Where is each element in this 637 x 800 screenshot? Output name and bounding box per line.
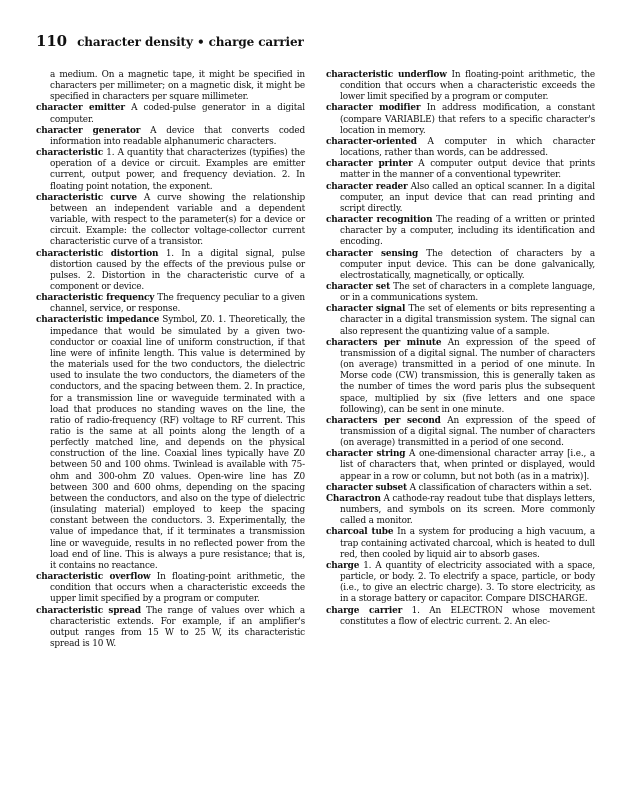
dictionary-entry bbox=[36, 103, 305, 125]
entry-term: Charactron bbox=[326, 493, 381, 504]
entry-term: characteristic overflow bbox=[36, 572, 151, 583]
entry-term: characteristic bbox=[36, 148, 104, 159]
entry-term: characters per second bbox=[326, 415, 441, 426]
header-title: character density • charge carrier bbox=[77, 35, 304, 49]
entry-definition: An expression of the speed of transmission of a digital signal. The number of characters (on average) transmitted in a period of one minute. In Morse code (CW) transmission, this is generally taken as the number of times the word paris plus the subsequent space, multiplied by six (five letters and one space following), can be sent in one minute. bbox=[340, 337, 596, 415]
entry-term: charge bbox=[326, 560, 360, 571]
entry-term: character generator bbox=[36, 125, 141, 136]
entry-definition: 1. In a digital signal, pulse distortion caused by the effects of the previous pulse or pulses. 2. Distortion in the characteristic curve of a component or device. bbox=[50, 248, 305, 292]
entry-definition: a medium. On a magnetic tape, it might be specified in characters per millimeter; on a magnetic disk, it might be specified in characters per square millimeter. bbox=[50, 70, 305, 103]
page-number: 110 bbox=[36, 32, 68, 50]
dictionary-entry bbox=[326, 182, 595, 215]
entry-term: character emitter bbox=[36, 103, 125, 114]
entry-term: characteristic impedance bbox=[36, 315, 160, 326]
dictionary-entry bbox=[36, 315, 305, 572]
entry-definition: A one-dimensional character array [i.e., a list of characters that, when printed or displayed, would appear in a row or column, but not both (as in a matrix)]. bbox=[340, 449, 595, 482]
entry-term: character signal bbox=[326, 304, 406, 315]
entry-definition: In floating-point arithmetic, the condition that occurs when a characteristic exceeds the upper limit specified by a program or computer. bbox=[50, 572, 306, 605]
dictionary-entry bbox=[36, 606, 305, 651]
dictionary-entry bbox=[326, 416, 595, 449]
entry-definition: A coded-pulse generator in a digital computer. bbox=[50, 103, 305, 125]
entry-definition: In address modification, a constant (compare VARIABLE) that refers to a specific character's location in memory. bbox=[340, 103, 596, 136]
dictionary-entry bbox=[326, 483, 595, 494]
entry-definition: A device that converts coded information into readable alphanumeric characters. bbox=[50, 125, 306, 147]
left-column bbox=[36, 70, 305, 650]
entry-term: characteristic spread bbox=[36, 605, 141, 616]
dictionary-entry bbox=[36, 193, 305, 249]
entry-term: character set bbox=[326, 281, 391, 292]
entry-definition: In a system for producing a high vacuum, a trap containing activated charcoal, which is heated to dull red, then cooled by liquid air to absorb gases. bbox=[340, 527, 596, 560]
entry-definition: The range of values over which a characteristic extends. For example, if an amplifier's output ranges from 15 W to 25 W, its characteristic spread is 10 W. bbox=[50, 605, 305, 649]
dictionary-entry bbox=[36, 572, 305, 605]
entry-term: charcoal tube bbox=[326, 527, 394, 538]
dictionary-entry bbox=[326, 249, 595, 282]
dictionary-entry bbox=[326, 159, 595, 181]
entry-term: character modifier bbox=[326, 103, 421, 114]
entry-term: character string bbox=[326, 449, 406, 460]
entry-definition: The frequency peculiar to a given channel, service, or response. bbox=[50, 293, 305, 315]
dictionary-entry bbox=[326, 137, 595, 159]
entry-definition: An expression of the speed of transmission of a digital signal. The number of characters (on average) transmitted in a period of one second. bbox=[340, 415, 595, 449]
dictionary-entry bbox=[36, 249, 305, 294]
entry-definition: A computer output device that prints matter in the manner of a conventional typewriter. bbox=[340, 159, 596, 181]
dictionary-entry bbox=[326, 338, 595, 416]
entry-definition: A curve showing the relationship between an independent variable and a dependent variable, with respect to the parameter(s) for a device or circuit. Example: the collector voltage-collector current characteristic curve of a transistor. bbox=[50, 192, 306, 248]
entry-term: character recognition bbox=[326, 215, 433, 226]
entry-term: character printer bbox=[326, 159, 413, 170]
dictionary-entry bbox=[326, 70, 595, 103]
entry-definition: The set of elements or bits representing a character in a digital transmission system. The signal can also represent the quantizing value of a sample. bbox=[340, 304, 595, 337]
entry-term: characteristic curve bbox=[36, 192, 137, 203]
entry-term: character sensing bbox=[326, 248, 419, 259]
entry-term: character-oriented bbox=[326, 136, 417, 147]
entry-definition: The reading of a written or printed character by a computer, including its identification and encoding. bbox=[340, 215, 596, 248]
dictionary-entry bbox=[326, 527, 595, 560]
entry-definition: Also called an optical scanner. In a digital computer, an input device that can read printing and script directly. bbox=[340, 181, 595, 214]
dictionary-entry bbox=[36, 126, 305, 148]
entry-term: character subset bbox=[326, 482, 407, 493]
entry-definition: 1. An ELECTRON whose movement constitutes a flow of electric current. 2. An elec- bbox=[340, 605, 596, 627]
entry-term: charge carrier bbox=[326, 605, 403, 616]
entry-term: characters per minute bbox=[326, 337, 442, 348]
dictionary-entry bbox=[326, 282, 595, 304]
dictionary-entry bbox=[36, 293, 305, 315]
entry-term: characteristic distortion bbox=[36, 248, 159, 259]
entry-definition: 1. A quantity of electricity associated with a space, particle, or body. 2. To electrify a space, particle, or body (i.e., to give an electric charge). 3. To store electricity, as in a storage battery or capacitor. Compare DISCHARGE. bbox=[340, 560, 596, 605]
running-header bbox=[36, 32, 597, 50]
dictionary-entry bbox=[326, 494, 595, 527]
dictionary-entry bbox=[36, 70, 305, 103]
dictionary-entry bbox=[326, 304, 595, 337]
entry-term: characteristic underflow bbox=[326, 70, 447, 80]
dictionary-entry bbox=[326, 606, 595, 628]
entry-definition: 1. A quantity that characterizes (typifies) the operation of a device or circuit. Examples are emitter current, output power, and frequency deviation. 2. In floating point notation, the exponent. bbox=[50, 148, 306, 192]
dictionary-entry bbox=[326, 449, 595, 482]
entry-definition: In floating-point arithmetic, the condition that occurs when a characteristic exceeds the lower limit specified by a program or computer. bbox=[340, 70, 596, 103]
dictionary-entry bbox=[326, 561, 595, 606]
entry-term: characteristic frequency bbox=[36, 293, 155, 304]
entry-term: character reader bbox=[326, 181, 408, 192]
dictionary-entry bbox=[36, 148, 305, 193]
dictionary-entry bbox=[326, 103, 595, 136]
dictionary-entry bbox=[326, 215, 595, 248]
entry-definition: A computer in which character locations, rather than words, can be addressed. bbox=[340, 136, 596, 159]
entry-definition: A classification of characters within a set. bbox=[409, 482, 592, 493]
right-column bbox=[326, 70, 595, 628]
entry-definition: Symbol, Z0. 1. Theoretically, the impedance that would be simulated by a given two-conductor or coaxial line of uniform construction, if that line were of infinite length. This value is determined by the materials used for the two conductors, the dielectric used to insulate the two conductors, the diameters of the conductors, and the spacing between them. 2. In practice, for a transmission line or waveguide terminated with a load that produces no standing waves on the line, the ratio of radio-frequency (RF) voltage to RF current. This ratio is the same at all points along the length of a perfectly matched line, and depends on the physical construction of the line. Coaxial lines typically have Z0 between 50 and 100 ohms. Twinlead is available with 75-ohm and 300-ohm Z0 values. Open-wire line has Z0 between 300 and 600 ohms, depending on the spacing between the conductors, and also on the type of dielectric (insulating material) employed to keep the spacing constant between the conductors. 3. Experimentally, the value of impedance that, if it terminates a transmission line or waveguide, results in no reflected power from the load end of line. This is always a pure resistance; that is, it contains no reactance. bbox=[50, 315, 306, 571]
entry-definition: The detection of characters by a computer input device. This can be done galvanically, electrostatically, magnetically, or optically. bbox=[340, 248, 596, 281]
entry-definition: A cathode-ray readout tube that displays letters, numbers, and symbols on its screen. More commonly called a monitor. bbox=[340, 493, 595, 527]
entry-definition: The set of characters in a complete language, or in a communications system. bbox=[340, 281, 595, 304]
